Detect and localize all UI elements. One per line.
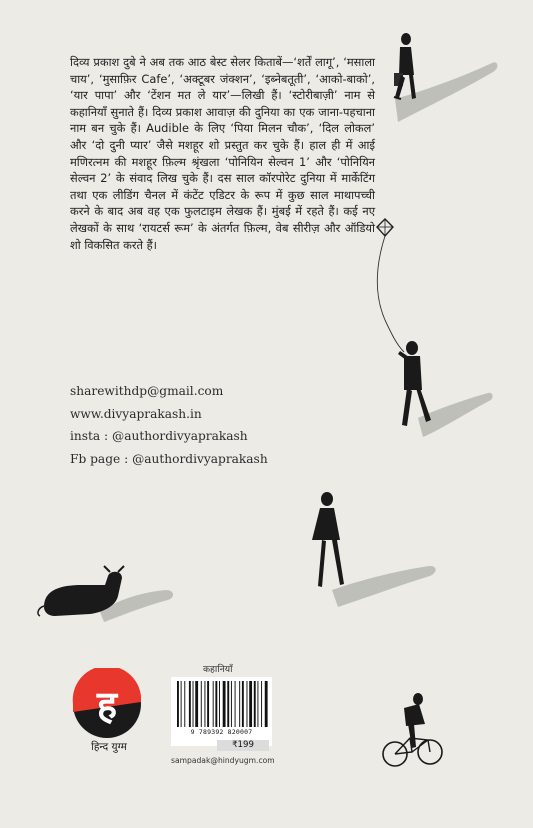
author-website[interactable]: www.divyaprakash.in — [70, 406, 202, 421]
author-facebook[interactable]: Fb page : @authordivyaprakash — [70, 451, 268, 466]
barcode-bar — [204, 681, 205, 727]
author-bio — [70, 54, 375, 253]
barcode-bar — [189, 681, 191, 727]
barcode-bar — [242, 681, 244, 727]
barcode-bar — [261, 681, 262, 727]
genre-label: कहानियाँ — [203, 664, 233, 675]
author-email[interactable]: sharewithdp@gmail.com — [70, 384, 224, 398]
barcode-bar — [184, 681, 185, 727]
publisher-logo-icon — [72, 668, 142, 740]
price-label: ₹199 — [217, 740, 269, 751]
sitting-cow-icon — [38, 566, 173, 622]
woman-walking-icon — [312, 492, 436, 607]
barcode-bar — [213, 681, 214, 727]
barcode-bar — [231, 681, 232, 727]
barcode-bar — [235, 681, 236, 727]
walking-man-with-bag-icon — [394, 33, 497, 122]
publisher-email[interactable]: sampadak@hindyugm.com — [171, 756, 275, 765]
bio-paragraph: दिव्य प्रकाश दुबे ने अब तक आठ बेस्ट सेलर किताबें—‘शर्तें लागू’, ‘मसाला चाय’, ‘मुसाफ़िर Cafe’, ‘अक्टूबर जंक्शन’, ‘इब्नेबतूती’, ‘आको-बाको’, ‘यार पापा’ और ‘टेंशन मत ले यार’—लिखी हैं। ‘स्टोरीबाज़ी’ नाम से कहानियाँ सुनाते हैं। दिव्य प्रकाश आवाज़ की दुनिया का एक जाना-पहचाना नाम बन चुके हैं। Audible के लिए ‘पिया मिलन चौक’, ‘दिल लोकल’ और ‘दो दुनी प्यार’ जैसे मशहूर शो प्रस्तुत कर चुके हैं। हाल ही में आई मणिरत्नम की मशहूर फ़िल्म श्रृंखला ‘पोनियिन सेल्वन 1’ और ‘पोनियिन सेल्वन 2’ के संवाद लिख चुके हैं। दस साल कॉरपोरेट दुनिया में मार्केटिंग तथा एक लीडिंग चैनल में कंटेंट एडिटर के रूप में कुछ साल माथापच्ची करने के बाद अब वह एक फुलटाइम लेखक हैं। मुंबई में रहते हैं। कई नए लेखकों के साथ ‘रायटर्स रूम’ के अंतर्गत फ़िल्म, वेब सीरीज़ और ऑडियो शो विकसित करते हैं। — [70, 55, 375, 252]
barcode-bar — [239, 681, 240, 727]
barcode-bar — [247, 681, 248, 727]
barcode-bar — [219, 681, 220, 727]
isbn-barcode — [171, 677, 272, 746]
barcode-bar — [177, 681, 179, 727]
barcode-bar — [207, 681, 209, 727]
publisher-logo-glyph: ह — [96, 683, 118, 727]
kite-flyer-icon — [377, 219, 493, 437]
barcode-bar — [215, 681, 217, 727]
cyclist-icon — [383, 693, 442, 766]
barcode-bar — [257, 681, 258, 727]
barcode-bar — [223, 681, 226, 727]
author-contacts — [70, 380, 370, 470]
barcode-bar — [227, 681, 229, 727]
barcode-bar — [254, 681, 256, 727]
barcode-bar — [265, 681, 268, 727]
barcode-bar — [195, 681, 198, 727]
barcode-bar — [181, 681, 182, 727]
publisher-name: हिन्द युग्म — [91, 741, 127, 753]
barcode-bar — [249, 681, 252, 727]
barcode-bar — [193, 681, 194, 727]
barcode-bar — [201, 681, 202, 727]
isbn-digits: 9 789392 820007 — [190, 728, 253, 736]
author-instagram[interactable]: insta : @authordivyaprakash — [70, 429, 248, 444]
